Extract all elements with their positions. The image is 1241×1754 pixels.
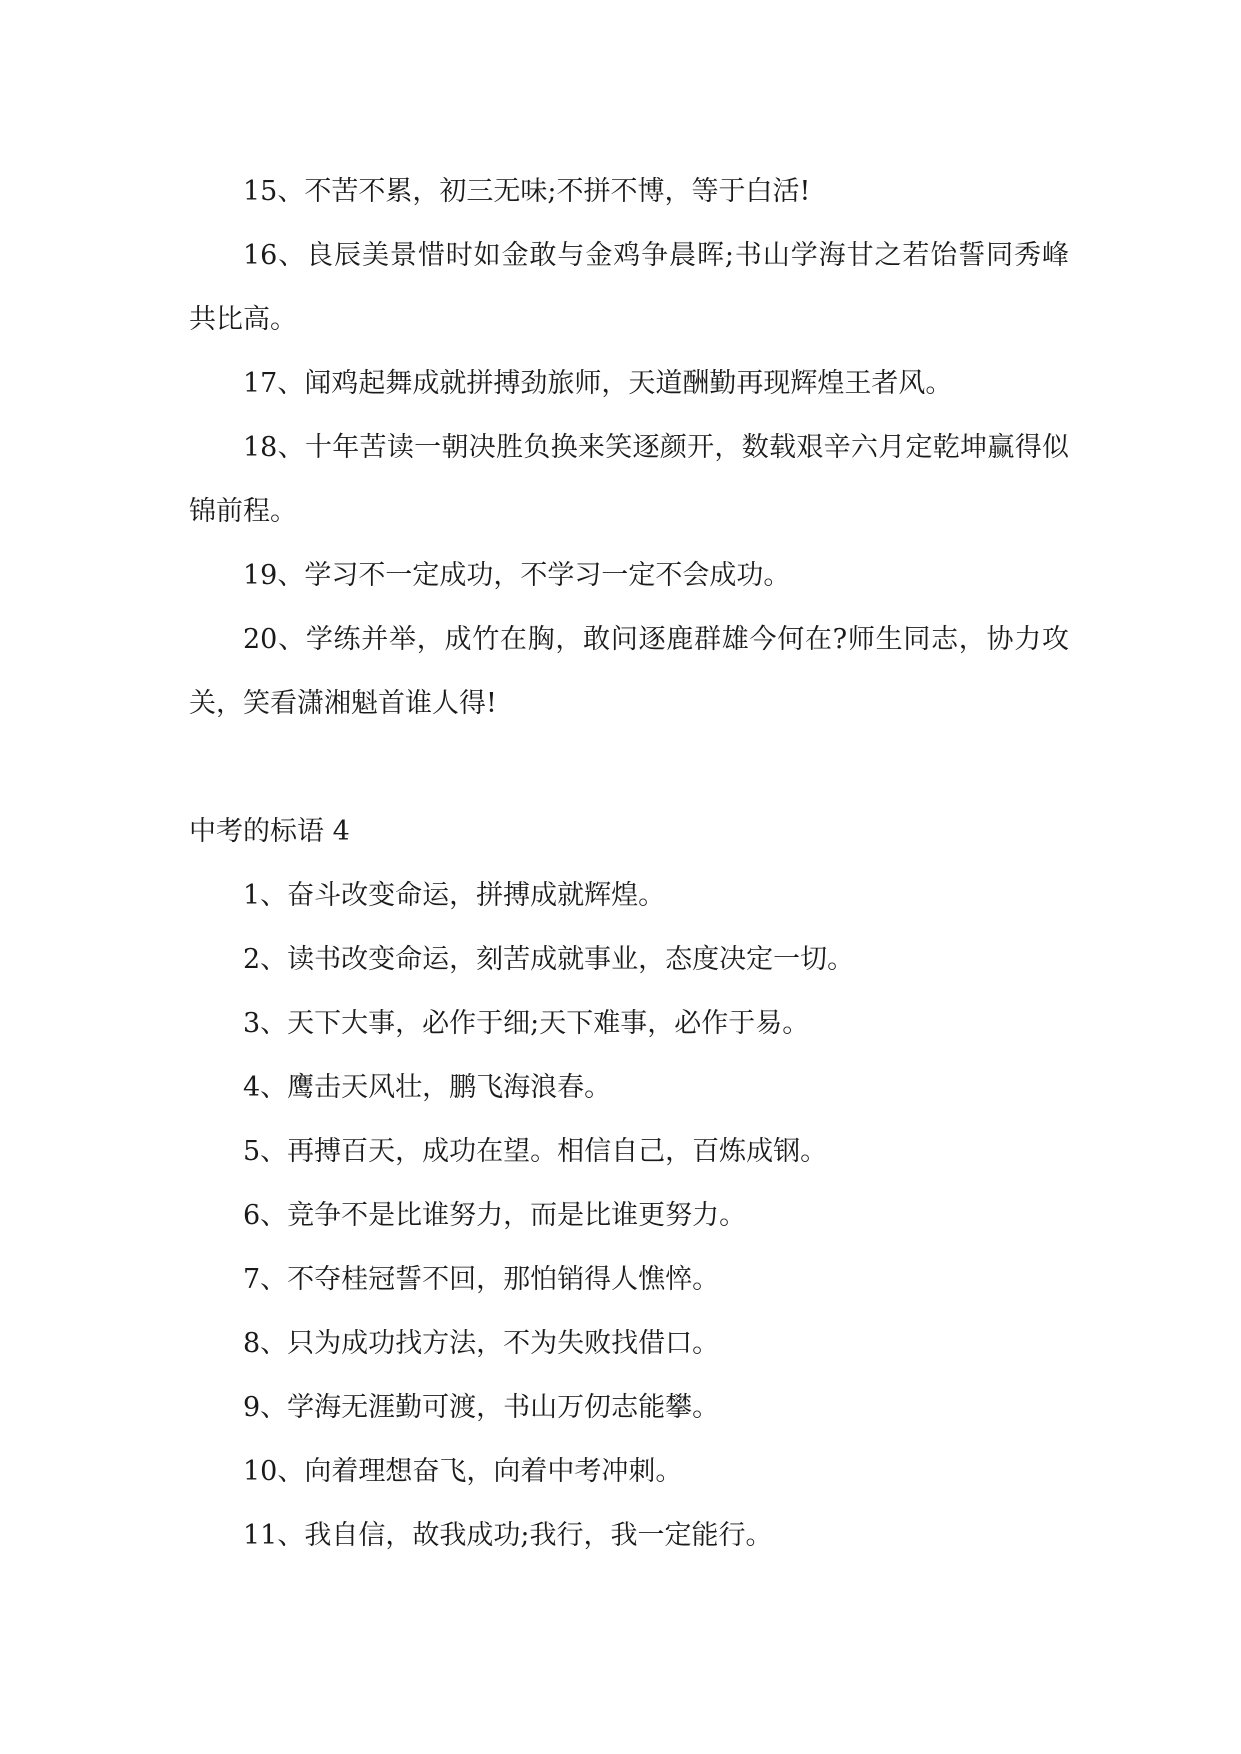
list-item: 16、良辰美景惜时如金敢与金鸡争晨晖;书山学海甘之若饴誓同秀峰共比高。 [189,240,1069,335]
list-item: 17、闻鸡起舞成就拼搏劲旅师，天道酬勤再现辉煌王者风。 [243,368,953,399]
section-a-list [189,160,1069,736]
list-item: 6、竞争不是比谁努力，而是比谁更努力。 [243,1200,747,1231]
section-b-list [189,864,1069,1568]
list-item: 18、十年苦读一朝决胜负换来笑逐颜开，数载艰辛六月定乾坤赢得似锦前程。 [189,432,1069,527]
list-item: 9、学海无涯勤可渡，书山万仞志能攀。 [243,1392,720,1423]
list-item: 1、奋斗改变命运，拼搏成就辉煌。 [243,880,666,911]
list-item: 8、只为成功找方法，不为失败找借口。 [243,1328,720,1359]
list-item: 2、读书改变命运，刻苦成就事业，态度决定一切。 [243,944,855,975]
list-item: 19、学习不一定成功，不学习一定不会成功。 [243,560,791,591]
list-item: 4、鹰击天风壮，鹏飞海浪春。 [243,1072,612,1103]
list-item: 7、不夺桂冠誓不回，那怕销得人憔悴。 [243,1264,720,1295]
list-item: 11、我自信，故我成功;我行，我一定能行。 [243,1520,773,1551]
list-item: 3、天下大事，必作于细;天下难事，必作于易。 [243,1008,810,1039]
section-heading: 中考的标语 4 [189,816,350,847]
list-item: 10、向着理想奋飞，向着中考冲刺。 [243,1456,683,1487]
list-item: 5、再搏百天，成功在望。相信自己，百炼成钢。 [243,1136,828,1167]
list-item: 20、学练并举，成竹在胸，敢问逐鹿群雄今何在?师生同志，协力攻关，笑看潇湘魁首谁人得! [189,624,1069,719]
document-body [189,160,1069,1568]
list-item: 15、不苦不累，初三无味;不拼不博，等于白活! [243,176,811,207]
